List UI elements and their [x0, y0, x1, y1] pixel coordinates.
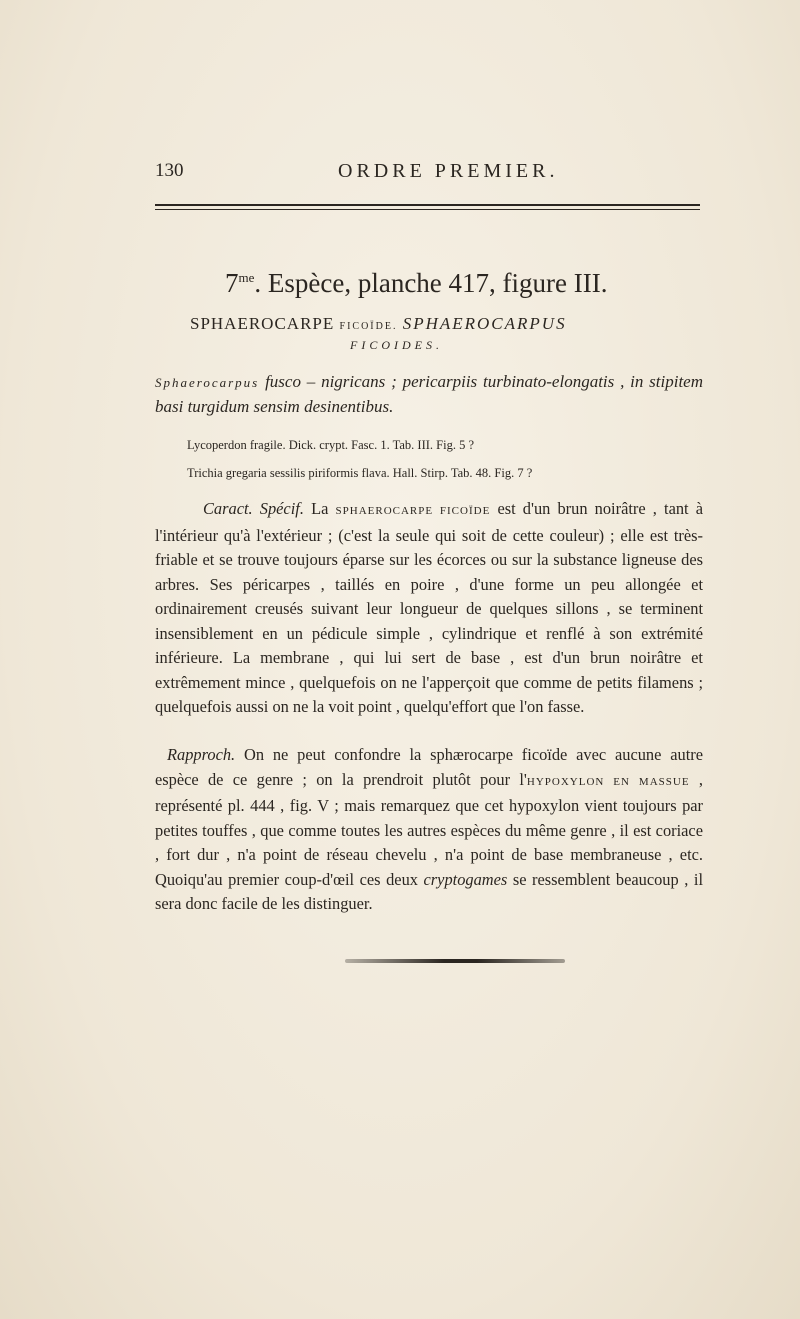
- running-head: ORDRE PREMIER.: [338, 160, 559, 182]
- species-name-line: [190, 314, 567, 334]
- caract-caps: SPHAEROCARPE FICOÏDE: [335, 505, 491, 517]
- species-heading: [225, 268, 608, 299]
- species-title-rest: . Espèce, planche 417, figure III.: [254, 268, 608, 298]
- rapproch-italic: cryptogames: [423, 869, 508, 889]
- rapproch-paragraph: [155, 743, 703, 917]
- page-header: [155, 160, 698, 190]
- caract-text: est d'un brun noirâtre , tant à l'intérieur qu'à l'extérieur ; (c'est la seule qui soit de cette couleur) ; elle est très-friable et se trouve toujours éparse sur les écorces ou sur la substance ligneuse des arbres. Ses péricarpes , taillés en poire , d'une forme un peu allongée et ordinairement creusés suivant leur longueur de quelques sillons , se terminent insensiblement en un pédicule simple , cylindrique et renflé à son extrémité inférieure. La membrane , qui lui sert de base , est d'un brun noirâtre et extrêmement mince , quelquefois on ne l'apperçoit que comme de petits filamens ; quelquefois aussi on ne la voit point , quelqu'effort que l'on fasse.: [155, 499, 704, 716]
- species-number-sup: me: [238, 270, 255, 285]
- latin-diagnosis: [155, 370, 703, 419]
- closing-rule: [345, 959, 565, 963]
- latin-epithet: FICOIDES.: [350, 338, 443, 352]
- synonym-line: Trichia gregaria sessilis piriformis flava. Hall. Stirp. Tab. 48. Fig. 7 ?: [187, 466, 533, 480]
- epithet-french: FICOÏDE.: [339, 321, 398, 332]
- rapproch-label: Rapproch.: [167, 745, 236, 764]
- latin-name: SPHAEROCARPUS: [402, 314, 567, 333]
- diagnosis-text: fusco – nigricans ; pericarpiis turbinato-elongatis , in stipitem basi turgidum sensim desinentibus.: [155, 372, 703, 416]
- synonym-line: Lycoperdon fragile. Dick. crypt. Fasc. 1. Tab. III. Fig. 5 ?: [187, 438, 475, 452]
- rapproch-text-3: se ressemblent beaucoup , il sera donc facile de les distinguer.: [155, 869, 704, 913]
- caract-paragraph: [155, 497, 703, 720]
- caract-label: Caract. Spécif.: [203, 499, 304, 518]
- caract-pre: La: [311, 499, 329, 518]
- genus-french: SPHAEROCARPE: [190, 314, 335, 333]
- header-rule: [155, 204, 700, 210]
- rapproch-text-2: , représenté pl. 444 , fig. V ; mais remarquez que cet hypoxylon vient toujours par petites touffes , que comme toutes les autres espèces du même genre , il est coriace , fort dur , n'a point de réseau chevelu , n'a point de base membraneuse , etc. Quoiqu'au premier coup-d'œil ces deux: [155, 769, 703, 889]
- page-number: 130: [155, 160, 184, 181]
- rapproch-text-1: On ne peut confondre la sphærocarpe ficoïde avec aucune autre espèce de ce genre ; on la prendroit plutôt pour l': [155, 745, 703, 789]
- diagnosis-genus: Sphaerocarpus: [155, 375, 260, 390]
- species-number: 7: [225, 268, 239, 298]
- rapproch-caps: HYPOXYLON EN MASSUE: [526, 775, 690, 788]
